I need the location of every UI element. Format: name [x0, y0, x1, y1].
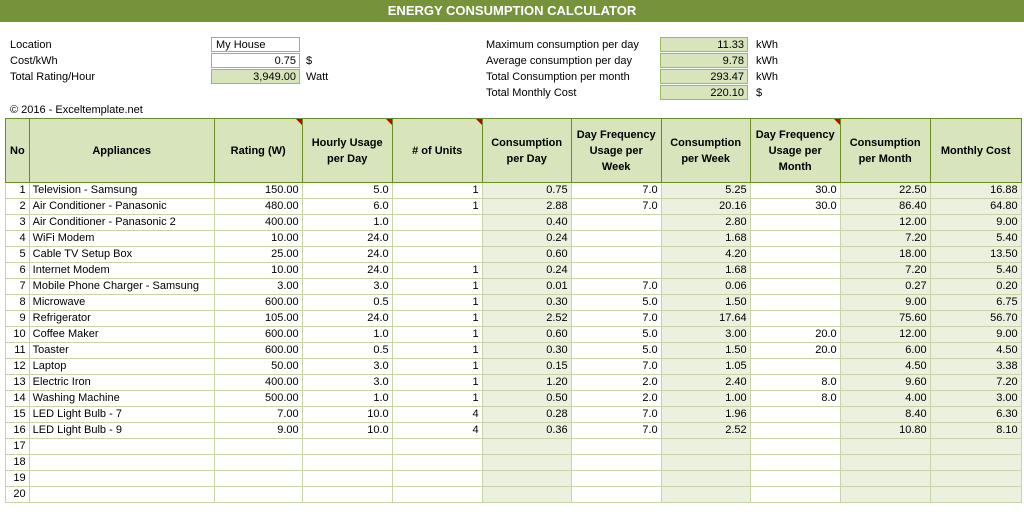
col-no-cell: 15 — [6, 407, 30, 423]
col-day-freq-week-cell[interactable]: 7.0 — [571, 311, 661, 327]
col-consumption-day-cell — [482, 487, 571, 503]
col-rating-cell[interactable] — [214, 455, 302, 471]
col-no-cell: 6 — [6, 263, 30, 279]
col-hourly-usage-cell[interactable]: 5.0 — [302, 183, 392, 199]
table-row — [6, 247, 1022, 263]
col-day-freq-month-cell[interactable]: 20.0 — [750, 343, 840, 359]
col-consumption-day-cell: 0.60 — [482, 247, 571, 263]
col-consumption-day-header: Consumption per Day — [482, 119, 571, 183]
col-consumption-month-cell: 18.00 — [840, 247, 930, 263]
col-consumption-day-cell: 0.01 — [482, 279, 571, 295]
col-rating-cell[interactable]: 600.00 — [214, 295, 302, 311]
col-units-cell[interactable] — [392, 455, 482, 471]
col-hourly-usage-cell[interactable]: 3.0 — [302, 279, 392, 295]
total-consumption-value: 293.47 — [660, 69, 748, 84]
col-day-freq-week-cell[interactable] — [571, 231, 661, 247]
col-consumption-day-cell: 0.40 — [482, 215, 571, 231]
col-rating-cell[interactable] — [214, 471, 302, 487]
col-day-freq-month-cell[interactable] — [750, 279, 840, 295]
col-rating-cell[interactable]: 10.00 — [214, 263, 302, 279]
col-units-cell[interactable]: 4 — [392, 407, 482, 423]
col-no-cell: 1 — [6, 183, 30, 199]
col-consumption-month-cell: 75.60 — [840, 311, 930, 327]
col-hourly-usage-cell[interactable]: 24.0 — [302, 247, 392, 263]
col-monthly-cost-cell: 9.00 — [930, 327, 1021, 343]
cost-label: Cost/kWh — [10, 55, 58, 67]
col-consumption-day-cell: 0.30 — [482, 343, 571, 359]
col-units-cell[interactable] — [392, 231, 482, 247]
col-consumption-week-cell: 1.96 — [661, 407, 750, 423]
comment-indicator-icon[interactable] — [296, 119, 302, 125]
col-consumption-month-cell: 12.00 — [840, 215, 930, 231]
col-units-cell[interactable]: 1 — [392, 391, 482, 407]
col-consumption-week-cell: 1.50 — [661, 295, 750, 311]
col-no-cell: 14 — [6, 391, 30, 407]
col-consumption-month-cell: 12.00 — [840, 327, 930, 343]
col-rating-cell[interactable]: 400.00 — [214, 375, 302, 391]
col-rating-cell[interactable]: 105.00 — [214, 311, 302, 327]
col-no-cell: 5 — [6, 247, 30, 263]
table-row — [6, 343, 1022, 359]
col-day-freq-month-cell[interactable] — [750, 455, 840, 471]
col-consumption-month-cell — [840, 439, 930, 455]
col-consumption-month-cell: 4.00 — [840, 391, 930, 407]
col-day-freq-week-cell[interactable] — [571, 487, 661, 503]
col-units-cell[interactable]: 1 — [392, 183, 482, 199]
rating-unit: Watt — [306, 71, 329, 83]
col-consumption-week-cell: 1.00 — [661, 391, 750, 407]
col-units-cell[interactable] — [392, 439, 482, 455]
col-hourly-usage-header: Hourly Usage per Day — [302, 119, 392, 183]
table-row — [6, 311, 1022, 327]
col-appliances-cell[interactable] — [29, 439, 214, 455]
table-row — [6, 183, 1022, 199]
col-hourly-usage-cell[interactable]: 1.0 — [302, 215, 392, 231]
col-consumption-month-cell: 22.50 — [840, 183, 930, 199]
col-no-cell: 19 — [6, 471, 30, 487]
col-day-freq-month-cell[interactable] — [750, 215, 840, 231]
col-units-cell[interactable] — [392, 215, 482, 231]
col-consumption-month-cell: 86.40 — [840, 199, 930, 215]
col-monthly-cost-cell: 13.50 — [930, 247, 1021, 263]
col-day-freq-month-cell[interactable] — [750, 295, 840, 311]
col-no-cell: 13 — [6, 375, 30, 391]
col-day-freq-month-header: Day Frequency Usage per Month — [750, 119, 840, 183]
col-day-freq-month-cell[interactable]: 30.0 — [750, 199, 840, 215]
col-consumption-week-cell — [661, 439, 750, 455]
location-label: Location — [10, 39, 52, 51]
location-input[interactable]: My House — [211, 37, 300, 52]
col-units-cell[interactable]: 1 — [392, 327, 482, 343]
col-monthly-cost-cell — [930, 487, 1021, 503]
col-appliances-cell[interactable]: Toaster — [29, 343, 214, 359]
col-rating-cell[interactable]: 50.00 — [214, 359, 302, 375]
table-row — [6, 423, 1022, 439]
col-consumption-day-cell: 0.24 — [482, 231, 571, 247]
max-consumption-unit: kWh — [756, 39, 778, 51]
col-units-cell[interactable]: 1 — [392, 199, 482, 215]
col-hourly-usage-cell[interactable]: 24.0 — [302, 231, 392, 247]
col-rating-cell[interactable]: 10.00 — [214, 231, 302, 247]
table-row — [6, 407, 1022, 423]
col-appliances-cell[interactable] — [29, 471, 214, 487]
col-consumption-month-cell — [840, 487, 930, 503]
col-consumption-day-cell: 0.24 — [482, 263, 571, 279]
col-rating-cell[interactable]: 7.00 — [214, 407, 302, 423]
rating-value: 3,949.00 — [211, 69, 300, 84]
cost-unit: $ — [306, 55, 313, 67]
col-no-cell: 16 — [6, 423, 30, 439]
col-appliances-cell[interactable]: Television - Samsung — [29, 183, 214, 199]
col-consumption-day-cell: 0.60 — [482, 327, 571, 343]
col-hourly-usage-cell[interactable]: 0.5 — [302, 295, 392, 311]
col-units-cell[interactable] — [392, 471, 482, 487]
col-rating-cell[interactable]: 500.00 — [214, 391, 302, 407]
col-no-cell: 8 — [6, 295, 30, 311]
table-row — [6, 375, 1022, 391]
col-monthly-cost-cell: 6.30 — [930, 407, 1021, 423]
table-row — [6, 487, 1022, 503]
col-no-cell: 10 — [6, 327, 30, 343]
col-appliances-cell[interactable]: Air Conditioner - Panasonic 2 — [29, 215, 214, 231]
col-consumption-month-cell: 7.20 — [840, 231, 930, 247]
table-row — [6, 295, 1022, 311]
col-consumption-day-cell: 0.50 — [482, 391, 571, 407]
col-consumption-week-cell: 3.00 — [661, 327, 750, 343]
col-rating-cell[interactable] — [214, 487, 302, 503]
comment-indicator-icon[interactable] — [834, 119, 840, 125]
col-hourly-usage-cell[interactable]: 10.0 — [302, 407, 392, 423]
col-rating-cell[interactable]: 600.00 — [214, 343, 302, 359]
table-body — [6, 183, 1022, 503]
col-consumption-day-cell: 0.28 — [482, 407, 571, 423]
table-row — [6, 279, 1022, 295]
col-appliances-cell[interactable]: Mobile Phone Charger - Samsung — [29, 279, 214, 295]
col-consumption-day-cell: 2.52 — [482, 311, 571, 327]
table-row — [6, 231, 1022, 247]
col-appliances-cell[interactable]: Laptop — [29, 359, 214, 375]
col-monthly-cost-cell: 4.50 — [930, 343, 1021, 359]
col-day-freq-week-cell[interactable] — [571, 455, 661, 471]
col-hourly-usage-cell[interactable] — [302, 455, 392, 471]
col-rating-header: Rating (W) — [214, 119, 302, 183]
col-hourly-usage-cell[interactable] — [302, 487, 392, 503]
col-hourly-usage-cell[interactable] — [302, 439, 392, 455]
col-consumption-month-cell: 0.27 — [840, 279, 930, 295]
col-appliances-cell[interactable]: LED Light Bulb - 7 — [29, 407, 214, 423]
col-day-freq-week-cell[interactable]: 2.0 — [571, 391, 661, 407]
total-consumption-label: Total Consumption per month — [486, 71, 630, 83]
col-day-freq-week-cell[interactable] — [571, 263, 661, 279]
max-consumption-label: Maximum consumption per day — [486, 39, 639, 51]
col-rating-cell[interactable]: 9.00 — [214, 423, 302, 439]
col-consumption-day-cell — [482, 439, 571, 455]
col-appliances-cell[interactable]: Washing Machine — [29, 391, 214, 407]
col-hourly-usage-cell[interactable]: 1.0 — [302, 327, 392, 343]
col-consumption-week-cell — [661, 455, 750, 471]
col-hourly-usage-cell[interactable]: 3.0 — [302, 359, 392, 375]
col-day-freq-month-cell[interactable] — [750, 359, 840, 375]
col-monthly-cost-cell — [930, 439, 1021, 455]
col-day-freq-month-cell[interactable] — [750, 311, 840, 327]
col-monthly-cost-cell — [930, 471, 1021, 487]
col-appliances-cell[interactable] — [29, 455, 214, 471]
col-consumption-month-cell: 8.40 — [840, 407, 930, 423]
cost-input[interactable]: 0.75 — [211, 53, 300, 68]
col-consumption-week-cell: 1.68 — [661, 231, 750, 247]
col-consumption-month-header: Consumption per Month — [840, 119, 930, 183]
monthly-cost-unit: $ — [756, 87, 763, 99]
table-row — [6, 359, 1022, 375]
col-consumption-day-cell: 0.15 — [482, 359, 571, 375]
col-hourly-usage-cell[interactable] — [302, 471, 392, 487]
copyright-text: © 2016 - Exceltemplate.net — [10, 104, 143, 116]
col-no-cell: 11 — [6, 343, 30, 359]
comment-indicator-icon[interactable] — [386, 119, 392, 125]
col-consumption-week-cell: 5.25 — [661, 183, 750, 199]
col-consumption-month-cell: 9.00 — [840, 295, 930, 311]
col-day-freq-month-cell[interactable] — [750, 407, 840, 423]
appliance-table — [5, 118, 1022, 503]
col-consumption-month-cell: 6.00 — [840, 343, 930, 359]
col-no-cell: 9 — [6, 311, 30, 327]
col-day-freq-month-cell[interactable] — [750, 247, 840, 263]
total-consumption-unit: kWh — [756, 71, 778, 83]
col-day-freq-month-cell[interactable] — [750, 231, 840, 247]
col-appliances-cell[interactable]: Electric Iron — [29, 375, 214, 391]
col-day-freq-week-cell[interactable]: 7.0 — [571, 423, 661, 439]
col-units-cell[interactable]: 1 — [392, 295, 482, 311]
col-consumption-week-cell — [661, 471, 750, 487]
col-monthly-cost-cell: 7.20 — [930, 375, 1021, 391]
col-monthly-cost-cell: 8.10 — [930, 423, 1021, 439]
col-consumption-month-cell: 9.60 — [840, 375, 930, 391]
table-row — [6, 327, 1022, 343]
col-appliances-header: Appliances — [29, 119, 214, 183]
col-consumption-week-header: Consumption per Week — [661, 119, 750, 183]
col-rating-cell[interactable] — [214, 439, 302, 455]
col-no-cell: 7 — [6, 279, 30, 295]
table-row — [6, 199, 1022, 215]
col-day-freq-week-cell[interactable] — [571, 247, 661, 263]
col-day-freq-week-cell[interactable]: 7.0 — [571, 359, 661, 375]
table-row — [6, 439, 1022, 455]
col-monthly-cost-cell: 9.00 — [930, 215, 1021, 231]
col-day-freq-month-cell[interactable] — [750, 423, 840, 439]
table-row — [6, 455, 1022, 471]
col-monthly-cost-cell — [930, 455, 1021, 471]
col-consumption-week-cell: 17.64 — [661, 311, 750, 327]
col-hourly-usage-cell[interactable]: 24.0 — [302, 311, 392, 327]
col-consumption-month-cell — [840, 455, 930, 471]
col-rating-cell[interactable]: 480.00 — [214, 199, 302, 215]
col-day-freq-week-cell[interactable] — [571, 439, 661, 455]
col-day-freq-week-header: Day Frequency Usage per Week — [571, 119, 661, 183]
col-no-cell: 12 — [6, 359, 30, 375]
avg-consumption-label: Average consumption per day — [486, 55, 632, 67]
table-row — [6, 471, 1022, 487]
col-consumption-week-cell: 4.20 — [661, 247, 750, 263]
col-day-freq-month-cell[interactable]: 30.0 — [750, 183, 840, 199]
col-consumption-day-cell: 1.20 — [482, 375, 571, 391]
page-title: ENERGY CONSUMPTION CALCULATOR — [0, 0, 1024, 22]
col-hourly-usage-cell[interactable]: 24.0 — [302, 263, 392, 279]
col-monthly-cost-cell: 56.70 — [930, 311, 1021, 327]
col-units-cell[interactable]: 1 — [392, 279, 482, 295]
col-consumption-day-cell: 2.88 — [482, 199, 571, 215]
col-consumption-week-cell — [661, 487, 750, 503]
col-day-freq-week-cell[interactable]: 7.0 — [571, 199, 661, 215]
col-day-freq-week-cell[interactable]: 5.0 — [571, 327, 661, 343]
col-units-cell[interactable]: 1 — [392, 343, 482, 359]
col-hourly-usage-cell[interactable]: 10.0 — [302, 423, 392, 439]
col-appliances-cell[interactable]: WiFi Modem — [29, 231, 214, 247]
col-appliances-cell[interactable]: Microwave — [29, 295, 214, 311]
avg-consumption-value: 9.78 — [660, 53, 748, 68]
col-consumption-day-cell — [482, 455, 571, 471]
col-monthly-cost-cell: 6.75 — [930, 295, 1021, 311]
col-hourly-usage-cell[interactable]: 6.0 — [302, 199, 392, 215]
col-units-cell[interactable]: 1 — [392, 359, 482, 375]
monthly-cost-label: Total Monthly Cost — [486, 87, 577, 99]
comment-indicator-icon[interactable] — [476, 119, 482, 125]
col-rating-cell[interactable]: 3.00 — [214, 279, 302, 295]
col-rating-cell[interactable]: 150.00 — [214, 183, 302, 199]
col-day-freq-week-cell[interactable] — [571, 471, 661, 487]
col-consumption-week-cell: 20.16 — [661, 199, 750, 215]
col-consumption-week-cell: 1.68 — [661, 263, 750, 279]
col-units-cell[interactable] — [392, 247, 482, 263]
col-day-freq-week-cell[interactable]: 2.0 — [571, 375, 661, 391]
col-day-freq-month-cell[interactable] — [750, 263, 840, 279]
col-consumption-day-cell — [482, 471, 571, 487]
col-appliances-cell[interactable] — [29, 487, 214, 503]
col-consumption-week-cell: 2.40 — [661, 375, 750, 391]
col-hourly-usage-cell[interactable]: 0.5 — [302, 343, 392, 359]
col-units-cell[interactable]: 1 — [392, 375, 482, 391]
col-monthly-cost-cell: 64.80 — [930, 199, 1021, 215]
col-monthly-cost-cell: 5.40 — [930, 231, 1021, 247]
col-units-cell[interactable]: 1 — [392, 263, 482, 279]
col-day-freq-month-cell[interactable] — [750, 487, 840, 503]
avg-consumption-unit: kWh — [756, 55, 778, 67]
col-appliances-cell[interactable]: Air Conditioner - Panasonic — [29, 199, 214, 215]
col-day-freq-week-cell[interactable]: 7.0 — [571, 183, 661, 199]
table-row — [6, 215, 1022, 231]
col-monthly-cost-cell: 3.00 — [930, 391, 1021, 407]
col-day-freq-week-cell[interactable]: 7.0 — [571, 407, 661, 423]
col-rating-cell[interactable]: 25.00 — [214, 247, 302, 263]
col-units-cell[interactable] — [392, 487, 482, 503]
col-units-cell[interactable]: 1 — [392, 311, 482, 327]
col-consumption-month-cell: 7.20 — [840, 263, 930, 279]
col-consumption-day-cell: 0.75 — [482, 183, 571, 199]
col-monthly-cost-cell: 16.88 — [930, 183, 1021, 199]
col-hourly-usage-cell[interactable]: 3.0 — [302, 375, 392, 391]
col-day-freq-week-cell[interactable]: 5.0 — [571, 295, 661, 311]
col-no-cell: 4 — [6, 231, 30, 247]
col-rating-cell[interactable]: 400.00 — [214, 215, 302, 231]
col-appliances-cell[interactable]: Internet Modem — [29, 263, 214, 279]
max-consumption-value: 11.33 — [660, 37, 748, 52]
col-consumption-month-cell: 4.50 — [840, 359, 930, 375]
col-day-freq-week-cell[interactable]: 5.0 — [571, 343, 661, 359]
col-day-freq-month-cell[interactable]: 8.0 — [750, 391, 840, 407]
col-no-header: No — [6, 119, 30, 183]
col-consumption-month-cell — [840, 471, 930, 487]
col-appliances-cell[interactable]: Refrigerator — [29, 311, 214, 327]
col-consumption-week-cell: 2.80 — [661, 215, 750, 231]
col-consumption-week-cell: 1.05 — [661, 359, 750, 375]
col-no-cell: 3 — [6, 215, 30, 231]
col-consumption-week-cell: 2.52 — [661, 423, 750, 439]
col-consumption-week-cell: 1.50 — [661, 343, 750, 359]
col-no-cell: 20 — [6, 487, 30, 503]
col-monthly-cost-cell: 3.38 — [930, 359, 1021, 375]
col-consumption-day-cell: 0.36 — [482, 423, 571, 439]
col-consumption-month-cell: 10.80 — [840, 423, 930, 439]
col-no-cell: 2 — [6, 199, 30, 215]
col-units-cell[interactable]: 4 — [392, 423, 482, 439]
col-day-freq-month-cell[interactable]: 8.0 — [750, 375, 840, 391]
col-day-freq-month-cell[interactable] — [750, 471, 840, 487]
table-row — [6, 391, 1022, 407]
col-monthly-cost-cell: 0.20 — [930, 279, 1021, 295]
col-day-freq-week-cell[interactable]: 7.0 — [571, 279, 661, 295]
col-day-freq-month-cell[interactable]: 20.0 — [750, 327, 840, 343]
col-no-cell: 18 — [6, 455, 30, 471]
col-day-freq-month-cell[interactable] — [750, 439, 840, 455]
col-appliances-cell[interactable]: Cable TV Setup Box — [29, 247, 214, 263]
col-rating-cell[interactable]: 600.00 — [214, 327, 302, 343]
col-appliances-cell[interactable]: Coffee Maker — [29, 327, 214, 343]
table-header-row — [6, 119, 1022, 183]
col-no-cell: 17 — [6, 439, 30, 455]
col-day-freq-week-cell[interactable] — [571, 215, 661, 231]
monthly-cost-value: 220.10 — [660, 85, 748, 100]
col-monthly-cost-header: Monthly Cost — [930, 119, 1021, 183]
col-consumption-day-cell: 0.30 — [482, 295, 571, 311]
col-appliances-cell[interactable]: LED Light Bulb - 9 — [29, 423, 214, 439]
rating-label: Total Rating/Hour — [10, 71, 95, 83]
col-hourly-usage-cell[interactable]: 1.0 — [302, 391, 392, 407]
col-consumption-week-cell: 0.06 — [661, 279, 750, 295]
col-units-header: # of Units — [392, 119, 482, 183]
table-row — [6, 263, 1022, 279]
col-monthly-cost-cell: 5.40 — [930, 263, 1021, 279]
